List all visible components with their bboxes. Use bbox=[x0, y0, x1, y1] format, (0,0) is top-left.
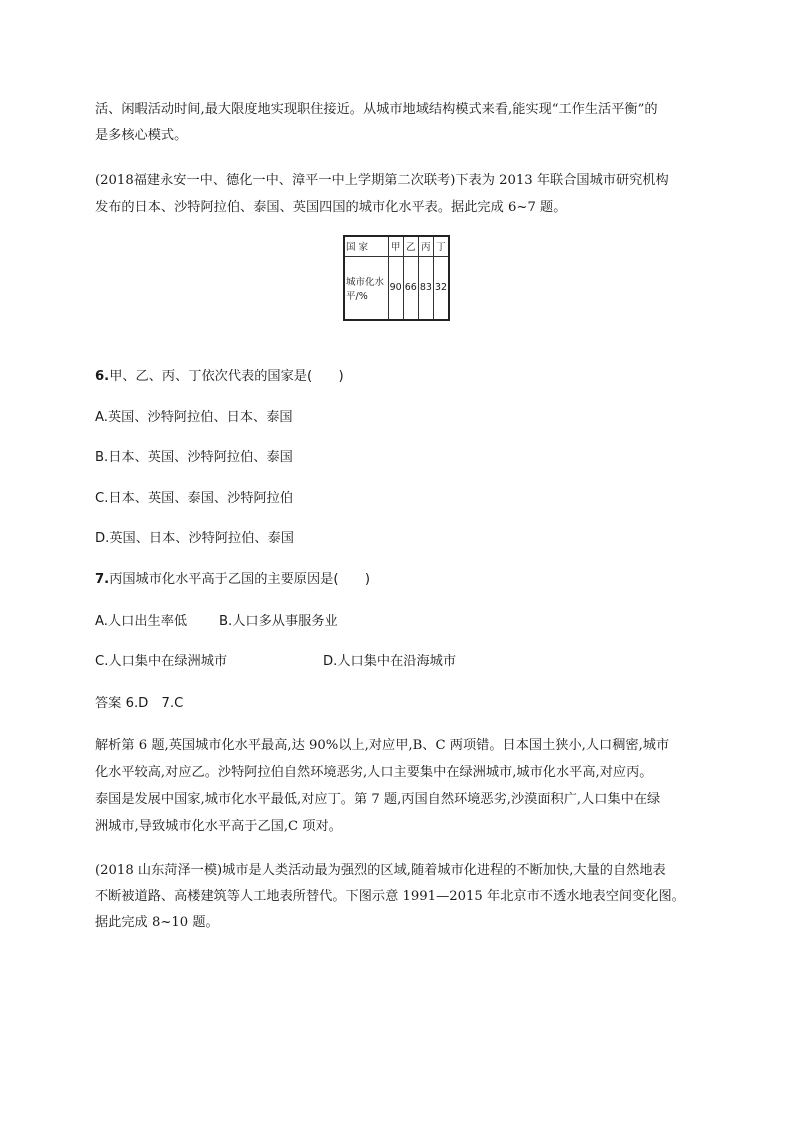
table-value-row bbox=[344, 256, 449, 320]
question-6-option-a: A.英国、沙特阿拉伯、日本、泰国 bbox=[95, 410, 293, 425]
analysis-line-3: 泰国是发展中国家,城市化水平最低,对应丁。第 7 题,丙国自然环境恶劣,沙漠面积广,人口集中在绿 bbox=[95, 792, 661, 807]
context-line-1: (2018福建永安一中、德化一中、漳平一中上学期第二次联考)下表为 2013 年联合国城市研究机构 bbox=[95, 173, 669, 188]
intro-line-2: 是多核心模式。 bbox=[95, 128, 188, 143]
table-row-label bbox=[344, 256, 388, 320]
question-7-option-c: C.人口集中在绿洲城市 bbox=[95, 654, 228, 669]
question-6-option-d: D.英国、日本、沙特阿拉伯、泰国 bbox=[95, 531, 294, 546]
table-value-jia: 90 bbox=[388, 256, 403, 320]
context2-line-3: 据此完成 8~10 题。 bbox=[95, 915, 219, 930]
table-value-ding: 32 bbox=[433, 256, 449, 320]
table-row-label-line-1: 城市化水 bbox=[346, 276, 385, 288]
table-country-ding: 丁 bbox=[433, 236, 449, 256]
answer-text: 6.D 7.C bbox=[125, 696, 184, 711]
answer-label: 答案 bbox=[95, 696, 122, 711]
intro-line-1: 活、闲暇活动时间,最大限度地实现职住接近。从城市地域结构模式来看,能实现“工作生活平衡”的 bbox=[95, 102, 658, 117]
question-6-option-c: C.日本、英国、泰国、沙特阿拉伯 bbox=[95, 491, 294, 506]
table-country-bing: 丙 bbox=[418, 236, 433, 256]
question-7-option-b: B.人口多从事服务业 bbox=[219, 614, 338, 629]
table-value-bing: 83 bbox=[418, 256, 433, 320]
analysis-line-1 bbox=[95, 736, 669, 756]
question-6-stem bbox=[95, 367, 344, 387]
table-country-jia: 甲 bbox=[388, 236, 403, 256]
question-6-text: 甲、乙、丙、丁依次代表的国家是( ) bbox=[109, 369, 344, 384]
table-value-yi: 66 bbox=[403, 256, 418, 320]
table-country-yi: 乙 bbox=[403, 236, 418, 256]
question-7-number: 7. bbox=[95, 572, 110, 587]
analysis-line-2: 化水平较高,对应乙。沙特阿拉伯自然环境恶劣,人口主要集中在绿洲城市,城市化水平高,对应丙。 bbox=[95, 765, 653, 780]
question-7-option-a: A.人口出生率低 bbox=[95, 614, 188, 629]
analysis-first-line: 第 6 题,英国城市化水平最高,达 90%以上,对应甲,B、C 两项错。日本国土狭小,人口稠密,城市 bbox=[121, 738, 670, 753]
analysis-label: 解析 bbox=[95, 738, 122, 753]
urbanization-table bbox=[343, 235, 450, 321]
context-line-2: 发布的日本、沙特阿拉伯、泰国、英国四国的城市化水平表。据此完成 6~7 题。 bbox=[95, 200, 567, 215]
table-header-row bbox=[344, 236, 449, 256]
question-7-option-d: D.人口集中在沿海城市 bbox=[323, 654, 457, 669]
question-6-number: 6. bbox=[95, 369, 110, 384]
answer-line bbox=[95, 694, 183, 714]
question-6-option-b: B.日本、英国、沙特阿拉伯、泰国 bbox=[95, 450, 293, 465]
question-7-stem bbox=[95, 570, 370, 590]
context2-line-1: (2018 山东菏泽一模)城市是人类活动最为强烈的区域,随着城市化进程的不断加快,大量的自然地表 bbox=[95, 863, 666, 878]
context2-line-2: 不断被道路、高楼建筑等人工地表所替代。下图示意 1991—2015 年北京市不透水地表空间变化图。 bbox=[95, 889, 685, 904]
analysis-line-4: 洲城市,导致城市化水平高于乙国,C 项对。 bbox=[95, 819, 342, 834]
question-7-text: 丙国城市化水平高于乙国的主要原因是( ) bbox=[109, 572, 371, 587]
table-header-label: 国 家 bbox=[344, 236, 388, 256]
table-row-label-line-2: 平/% bbox=[346, 290, 368, 302]
